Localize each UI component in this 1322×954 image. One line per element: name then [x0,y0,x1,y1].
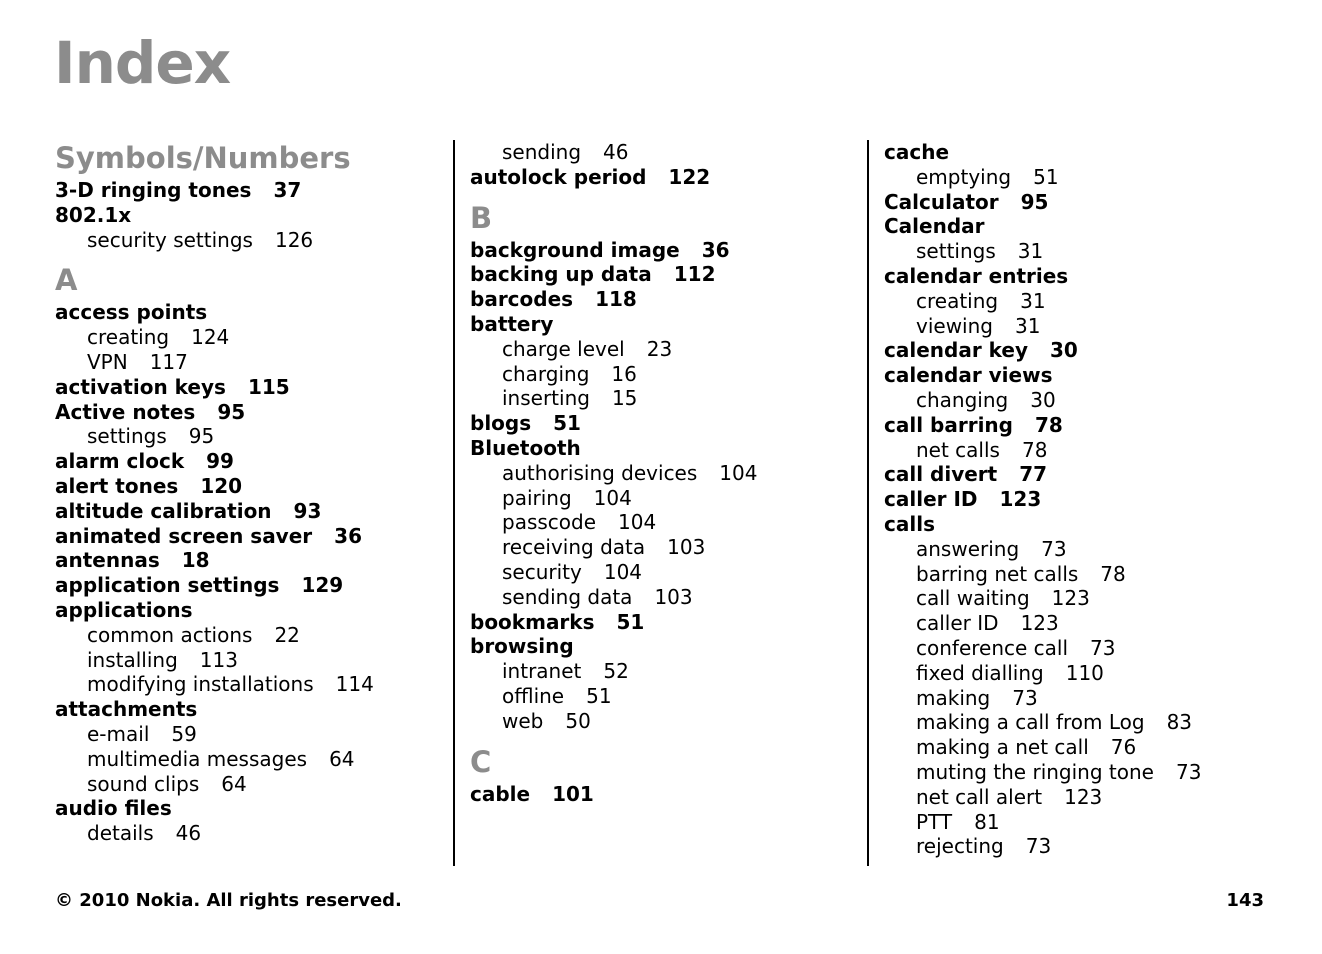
entry-term: calendar views [884,363,1053,388]
index-subentry [55,772,445,797]
entry-term: offline [502,683,565,708]
entry-term: settings [87,424,167,449]
index-subentry [884,810,1304,835]
entry-page-number: 123 [1064,784,1103,809]
index-entry [470,634,875,659]
entry-term: 3-D ringing tones [55,178,252,202]
index-entry [55,203,445,228]
index-subentry [884,438,1304,463]
entry-page-number: 95 [217,399,246,424]
entry-page-number: 78 [1021,437,1048,462]
page-title: Index [54,29,231,97]
index-subentry [470,140,875,165]
entry-page-number: 64 [329,746,355,771]
entry-term: net calls [916,437,1000,462]
entry-term: animated screen saver [55,523,313,548]
section-heading: Symbols/Numbers [55,141,351,175]
index-subentry [884,289,1304,314]
entry-term: application settings [55,573,280,598]
entry-term: installing [87,647,178,672]
entry-term: viewing [916,313,993,338]
index-entry [55,598,445,623]
index-entry [55,524,445,549]
index-subentry [884,239,1304,264]
index-entry [470,411,875,436]
index-subentry [884,537,1304,562]
entry-page-number: 129 [301,573,344,598]
index-subentry [55,228,445,253]
index-subentry [884,165,1304,190]
entry-page-number: 51 [1033,164,1059,189]
index-entry [884,462,1304,487]
footer-copyright: © 2010 Nokia. All rights reserved. [55,890,402,911]
entry-page-number: 104 [593,485,632,510]
index-subentry [884,636,1304,661]
entry-page-number: 118 [595,287,637,312]
entry-term: passcode [502,510,597,535]
entry-term: calendar key [884,338,1029,363]
index-entry [55,697,445,722]
entry-term: antennas [55,548,160,573]
entry-term: security [502,559,582,584]
index-subentry [55,821,445,846]
entry-page-number: 23 [646,336,673,361]
index-entry [884,140,1304,165]
entry-page-number: 16 [611,361,637,386]
index-subentry [470,560,875,585]
entry-page-number: 64 [221,771,247,796]
index-column-2 [453,140,875,866]
index-subentry [470,337,875,362]
index-entry [470,782,875,807]
entry-page-number: 95 [188,424,215,449]
entry-term: sound clips [87,771,200,796]
entry-term: caller ID [916,611,999,636]
entry-term: cache [884,140,950,164]
entry-term: settings [916,239,996,264]
entry-term: conference call [916,635,1069,660]
entry-term: modifying installations [87,672,314,697]
section-heading: C [470,744,492,779]
entry-page-number: 15 [611,386,638,411]
index-entry [55,375,445,400]
entry-term: calendar entries [884,263,1069,288]
entry-page-number: 110 [1065,660,1104,685]
entry-page-number: 46 [175,821,202,846]
entry-term: charge level [502,336,625,361]
entry-term: Calendar [884,214,985,239]
entry-term: making a call from Log [916,710,1145,735]
entry-page-number: 115 [247,374,290,399]
entry-term: alarm clock [55,449,185,474]
entry-term: battery [470,311,554,336]
entry-page-number: 73 [1012,685,1038,710]
entry-page-number: 51 [616,609,645,634]
index-entry [884,190,1304,215]
entry-page-number: 52 [603,659,629,684]
entry-page-number: 18 [181,548,210,573]
entry-term: altitude calibration [55,498,272,523]
entry-term: PTT [916,809,953,834]
entry-page-number: 30 [1030,387,1056,412]
entry-term: rejecting [916,834,1004,859]
index-subentry [884,586,1304,611]
entry-page-number: 124 [191,325,230,350]
entry-term: muting the ringing tone [916,759,1154,784]
entry-page-number: 123 [1020,611,1059,636]
index-entry [884,338,1304,363]
entry-term: background image [470,237,680,262]
entry-term: fixed dialling [916,660,1044,685]
entry-term: VPN [87,349,128,374]
index-column-1 [55,140,445,866]
entry-page-number: 104 [603,559,643,584]
entry-page-number: 114 [335,672,374,697]
entry-page-number: 22 [274,622,300,647]
index-entry [884,264,1304,289]
entry-page-number: 73 [1090,635,1116,660]
index-subentry [55,648,445,673]
entry-page-number: 81 [974,809,1000,834]
index-subentry [884,562,1304,587]
entry-term: net call alert [916,784,1043,809]
entry-page-number: 51 [553,411,581,436]
entry-page-number: 78 [1100,561,1126,586]
entry-term: access points [55,300,208,325]
index-entry [55,548,445,573]
index-subentry [884,735,1304,760]
entry-page-number: 31 [1014,313,1041,338]
index-subentry [884,611,1304,636]
entry-term: web [502,708,544,733]
index-subentry [470,585,875,610]
index-entry [884,487,1304,512]
entry-term: e-mail [87,721,150,746]
entry-page-number: 31 [1020,288,1046,313]
index-subentry [884,661,1304,686]
entry-term: browsing [470,634,574,659]
index-subentry [470,510,875,535]
index-entry [470,262,875,287]
index-subentry [884,314,1304,339]
entry-term: multimedia messages [87,746,308,771]
entry-term: blogs [470,411,532,436]
entry-page-number: 113 [199,647,238,672]
footer-page-number: 143 [1226,890,1264,911]
entry-page-number: 122 [668,164,711,189]
entry-page-number: 103 [654,584,693,609]
index-subentry [55,747,445,772]
index-subentry [884,686,1304,711]
index-entry [884,413,1304,438]
index-subentry [884,760,1304,785]
index-entry [884,512,1304,537]
entry-page-number: 78 [1034,412,1063,437]
entry-page-number: 73 [1025,834,1052,859]
entry-page-number: 117 [149,349,188,374]
entry-page-number: 83 [1166,710,1193,735]
index-subentry [55,325,445,350]
entry-term: barcodes [470,287,574,312]
entry-page-number: 51 [586,683,612,708]
entry-term: attachments [55,697,198,722]
entry-term: emptying [916,164,1012,189]
index-entry [55,796,445,821]
entry-page-number: 120 [200,473,243,498]
entry-page-number: 104 [618,510,657,535]
entry-term: Calculator [884,189,999,214]
entry-term: sending data [502,584,633,609]
entry-term: call barring [884,412,1013,437]
entry-page-number: 126 [274,227,314,252]
entry-term: charging [502,361,590,386]
index-entry [470,238,875,263]
index-entry [470,436,875,461]
entry-term: 802.1x [55,202,132,227]
entry-page-number: 99 [206,449,234,474]
entry-term: activation keys [55,374,226,399]
entry-page-number: 112 [673,262,716,287]
index-entry [884,363,1304,388]
entry-page-number: 123 [1051,586,1090,611]
entry-term: applications [55,597,193,622]
entry-page-number: 77 [1019,462,1048,487]
entry-term: call divert [884,462,998,487]
entry-page-number: 123 [999,487,1042,512]
entry-term: bookmarks [470,609,595,634]
index-entry [55,300,445,325]
entry-page-number: 95 [1020,189,1049,214]
entry-term: cable [470,781,531,806]
entry-page-number: 73 [1175,759,1202,784]
index-entry [55,474,445,499]
index-subentry [55,350,445,375]
entry-term: security settings [87,227,253,252]
entry-term: backing up data [470,262,652,287]
entry-term: receiving data [502,535,646,560]
index-subentry [55,424,445,449]
index-entry [55,178,445,203]
entry-page-number: 93 [293,498,322,523]
index-entry [55,499,445,524]
entry-page-number: 46 [603,140,629,164]
index-subentry [470,659,875,684]
entry-term: inserting [502,386,590,411]
entry-term: making a net call [916,735,1089,760]
section-heading: A [55,263,78,298]
entry-term: pairing [502,485,572,510]
index-subentry [470,684,875,709]
entry-term: authorising devices [502,460,698,485]
index-subentry [470,362,875,387]
index-column-3 [867,140,1304,866]
entry-term: calls [884,511,935,536]
entry-term: creating [87,325,170,350]
entry-page-number: 37 [273,178,302,202]
entry-term: call waiting [916,586,1030,611]
entry-term: alert tones [55,473,179,498]
index-subentry [884,710,1304,735]
entry-term: sending [502,140,582,164]
index-subentry [470,709,875,734]
entry-page-number: 104 [719,460,758,485]
entry-term: barring net calls [916,561,1079,586]
index-subentry [470,486,875,511]
entry-page-number: 101 [552,781,594,806]
entry-page-number: 36 [701,237,730,262]
entry-page-number: 73 [1041,536,1067,561]
entry-page-number: 76 [1110,735,1137,760]
index-entry [470,312,875,337]
entry-term: creating [916,288,999,313]
entry-term: audio files [55,796,172,821]
entry-term: common actions [87,622,253,647]
entry-term: autolock period [470,164,647,189]
index-subentry [470,386,875,411]
index-entry [55,400,445,425]
index-entry [884,214,1304,239]
section-heading: B [470,200,493,235]
index-entry [470,165,875,190]
entry-page-number: 103 [667,535,706,560]
index-subentry [884,785,1304,810]
index-entry [55,449,445,474]
entry-term: answering [916,536,1020,561]
index-subentry [55,623,445,648]
index-entry [470,610,875,635]
index-subentry [470,461,875,486]
index-subentry [884,388,1304,413]
entry-term: details [87,821,154,846]
entry-page-number: 59 [171,721,197,746]
entry-page-number: 36 [334,523,362,548]
index-subentry [55,722,445,747]
entry-page-number: 50 [565,708,591,733]
entry-term: intranet [502,659,582,684]
entry-term: Active notes [55,399,196,424]
index-subentry [884,834,1304,859]
index-entry [470,287,875,312]
index-subentry [55,672,445,697]
index-entry [55,573,445,598]
entry-page-number: 30 [1050,338,1078,363]
entry-term: caller ID [884,487,978,512]
entry-term: changing [916,387,1009,412]
index-subentry [470,535,875,560]
entry-term: making [916,685,991,710]
entry-page-number: 31 [1017,239,1044,264]
entry-term: Bluetooth [470,435,581,460]
